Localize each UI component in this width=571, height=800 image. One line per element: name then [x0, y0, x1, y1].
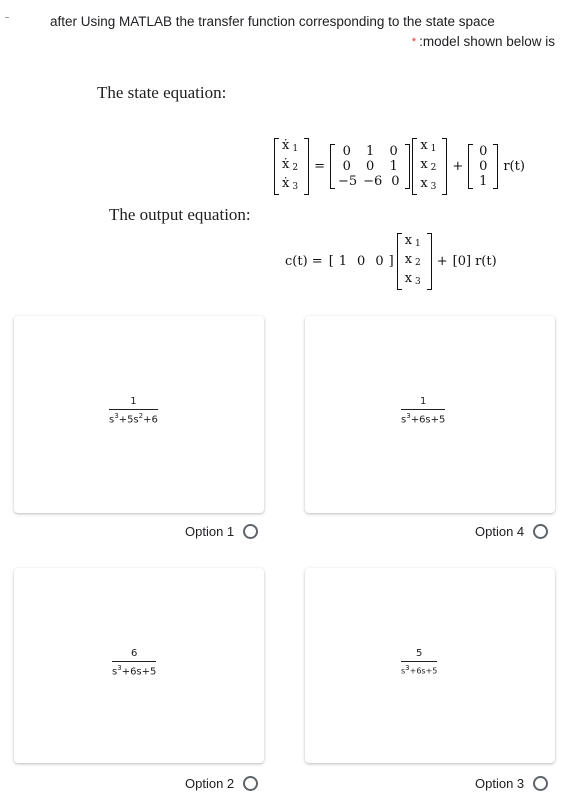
question-title — [50, 12, 555, 52]
output-equation-label: The output equation: — [109, 205, 251, 224]
a31: −5 — [337, 174, 358, 189]
matrix-a — [330, 144, 410, 189]
option-4-radio-row[interactable] — [475, 524, 548, 539]
x3: x $_3$ — [420, 176, 437, 192]
option-3-denominator: $s^3+6s+5$ — [401, 664, 438, 676]
c3: 0 — [375, 254, 384, 269]
option-1-numerator: 1 — [130, 396, 137, 407]
x2: x $_2$ — [420, 157, 437, 173]
a32: −6 — [363, 174, 383, 189]
page-marker — [5, 17, 9, 18]
option-4-radio[interactable] — [533, 524, 548, 539]
a21: 0 — [342, 159, 351, 174]
matrix-c: [ 1 0 0 ] — [328, 254, 394, 269]
option-3-label: Option 3 — [475, 776, 525, 791]
option-2-label: Option 2 — [185, 776, 235, 791]
c2: 0 — [357, 254, 366, 269]
state-equation — [274, 138, 530, 195]
ox3: x $_3$ — [404, 271, 421, 287]
state-derivative-vector — [274, 138, 309, 195]
b1: 0 — [479, 144, 488, 159]
question-line-2 — [50, 32, 555, 52]
option-2-radio-row[interactable] — [185, 776, 258, 791]
option-4-label: Option 4 — [475, 524, 525, 539]
option-4-denominator: $s^3+6s+5$ — [401, 412, 446, 426]
output-equation — [285, 233, 497, 290]
question-line-2-text: :model shown below is — [419, 34, 555, 49]
a23: 1 — [389, 159, 398, 174]
state-vector — [412, 138, 447, 195]
option-2-numerator: 6 — [131, 648, 138, 659]
ox2: x $_2$ — [404, 252, 421, 268]
xdot-3: ẋ $_3$ — [282, 176, 299, 192]
b2: 0 — [479, 159, 488, 174]
xdot-1: ẋ $_1$ — [282, 138, 299, 154]
option-card-4[interactable] — [305, 316, 555, 513]
output-state-vector — [397, 233, 432, 290]
a11: 0 — [342, 144, 351, 159]
input-signal: r(t) — [503, 159, 525, 174]
option-1-radio[interactable] — [243, 524, 258, 539]
a13: 0 — [389, 144, 398, 159]
option-3-radio[interactable] — [533, 776, 548, 791]
b3: 1 — [479, 174, 488, 189]
option-2-radio[interactable] — [243, 776, 258, 791]
option-1-label: Option 1 — [185, 524, 235, 539]
required-asterisk: * — [411, 36, 417, 48]
matrix-d: [0] — [452, 254, 472, 269]
option-card-1[interactable] — [14, 316, 264, 513]
matrix-b — [468, 144, 498, 189]
option-3-fraction — [401, 648, 437, 676]
option-4-numerator: 1 — [420, 396, 427, 407]
plus-sign: + — [452, 159, 464, 174]
option-2-denominator: $s^3+6s+5$ — [112, 664, 157, 678]
c1: 1 — [338, 254, 348, 269]
question-line-1: after Using MATLAB the transfer function corresponding to the state space — [50, 14, 495, 29]
plus-sign: + — [436, 254, 448, 269]
state-equation-label: The state equation: — [97, 83, 227, 102]
option-1-denominator: $s^3+5s^2+6$ — [109, 412, 158, 426]
ox1: x $_1$ — [404, 233, 421, 249]
a12: 1 — [366, 144, 375, 159]
option-3-radio-row[interactable] — [475, 776, 548, 791]
option-1-radio-row[interactable] — [185, 524, 258, 539]
option-1-fraction — [109, 396, 158, 425]
x1: x $_1$ — [420, 138, 437, 154]
equals-sign: = — [314, 159, 325, 174]
option-3-numerator: 5 — [416, 648, 423, 659]
output-lhs: c(t) = — [285, 254, 323, 269]
option-4-fraction — [401, 396, 445, 425]
output-input-signal: r(t) — [475, 254, 497, 269]
option-2-fraction — [112, 648, 156, 677]
option-card-2[interactable] — [14, 568, 264, 763]
a33: 0 — [391, 174, 400, 189]
xdot-2: ẋ $_2$ — [282, 157, 299, 173]
a22: 0 — [366, 159, 375, 174]
option-card-3[interactable] — [305, 568, 555, 763]
